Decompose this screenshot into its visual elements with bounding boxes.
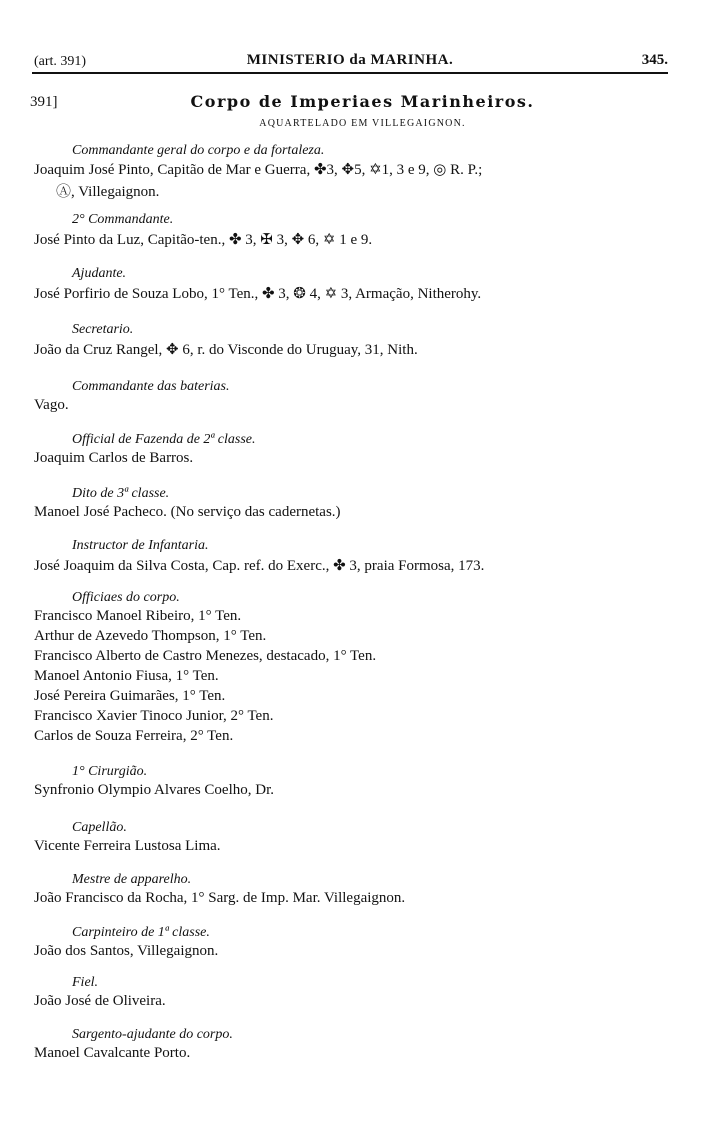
- entry-line: Francisco Xavier Tinoco Junior, 2° Ten.: [34, 708, 274, 724]
- entry-line: José Porfirio de Souza Lobo, 1° Ten., ✤ 3, ❂ 4, ✡ 3, Armação, Nitherohy.: [34, 286, 482, 302]
- entry-line: Ⓐ, Villegaignon.: [56, 184, 160, 200]
- entry-line: João José de Oliveira.: [34, 993, 166, 1009]
- entry-line: Joaquim José Pinto, Capitão de Mar e Guerra, ✤3, ✥5, ✡1, 3 e 9, ◎ R. P.;: [34, 162, 483, 178]
- entry-line: Carlos de Souza Ferreira, 2° Ten.: [34, 728, 234, 744]
- entry-line: Francisco Alberto de Castro Menezes, destacado, 1° Ten.: [34, 648, 377, 664]
- section-subtitle: AQUARTELADO EM VILLEGAIGNON.: [259, 118, 466, 129]
- entry-line: Manoel Antonio Fiusa, 1° Ten.: [34, 668, 219, 684]
- entry-line: José Joaquim da Silva Costa, Cap. ref. do Exerc., ✤ 3, praia Formosa, 173.: [34, 558, 485, 574]
- running-header: [32, 50, 668, 74]
- entry-line: José Pinto da Luz, Capitão-ten., ✤ 3, ✠ 3, ✥ 6, ✡ 1 e 9.: [34, 232, 373, 248]
- role-heading: Instructor de Infantaria.: [72, 538, 209, 553]
- role-heading: Commandante geral do corpo e da fortaleza.: [72, 143, 325, 158]
- entry-line: Manoel José Pacheco. (No serviço das cadernetas.): [34, 504, 341, 520]
- role-heading: Secretario.: [72, 322, 134, 337]
- role-heading: 1° Cirurgião.: [72, 764, 148, 779]
- role-heading: 2° Commandante.: [72, 212, 174, 227]
- entry-line: Vicente Ferreira Lustosa Lima.: [34, 838, 221, 854]
- section-number: 391]: [30, 94, 58, 110]
- entry-line: João dos Santos, Villegaignon.: [34, 943, 219, 959]
- entry-line: João Francisco da Rocha, 1° Sarg. de Imp. Mar. Villegaignon.: [34, 890, 406, 906]
- entry-line: Arthur de Azevedo Thompson, 1° Ten.: [34, 628, 267, 644]
- ministry-title: MINISTERIO da MARINHA.: [246, 52, 454, 68]
- entry-line: João da Cruz Rangel, ✥ 6, r. do Visconde do Uruguay, 31, Nith.: [34, 342, 418, 358]
- role-heading: Mestre de apparelho.: [72, 872, 192, 887]
- entry-line: Joaquim Carlos de Barros.: [34, 450, 194, 466]
- role-heading: Sargento-ajudante do corpo.: [72, 1027, 233, 1042]
- entry-line: José Pereira Guimarães, 1° Ten.: [34, 688, 226, 704]
- role-heading: Officiaes do corpo.: [72, 590, 180, 605]
- role-heading: Ajudante.: [72, 266, 127, 281]
- role-heading: Fiel.: [72, 975, 99, 990]
- article-reference: (art. 391): [34, 54, 87, 69]
- entry-line: Manoel Cavalcante Porto.: [34, 1045, 191, 1061]
- role-heading: Carpinteiro de 1ª classe.: [72, 925, 210, 940]
- entry-line: Vago.: [34, 397, 69, 413]
- role-heading: Commandante das baterias.: [72, 379, 230, 394]
- role-heading: Official de Fazenda de 2ª classe.: [72, 432, 256, 447]
- role-heading: Dito de 3ª classe.: [72, 486, 170, 501]
- section-title: Corpo de Imperiaes Marinheiros.: [190, 92, 535, 111]
- role-heading: Capellão.: [72, 820, 127, 835]
- entry-line: Synfronio Olympio Alvares Coelho, Dr.: [34, 782, 274, 798]
- entry-line: Francisco Manoel Ribeiro, 1° Ten.: [34, 608, 242, 624]
- page-number: 345.: [641, 52, 668, 68]
